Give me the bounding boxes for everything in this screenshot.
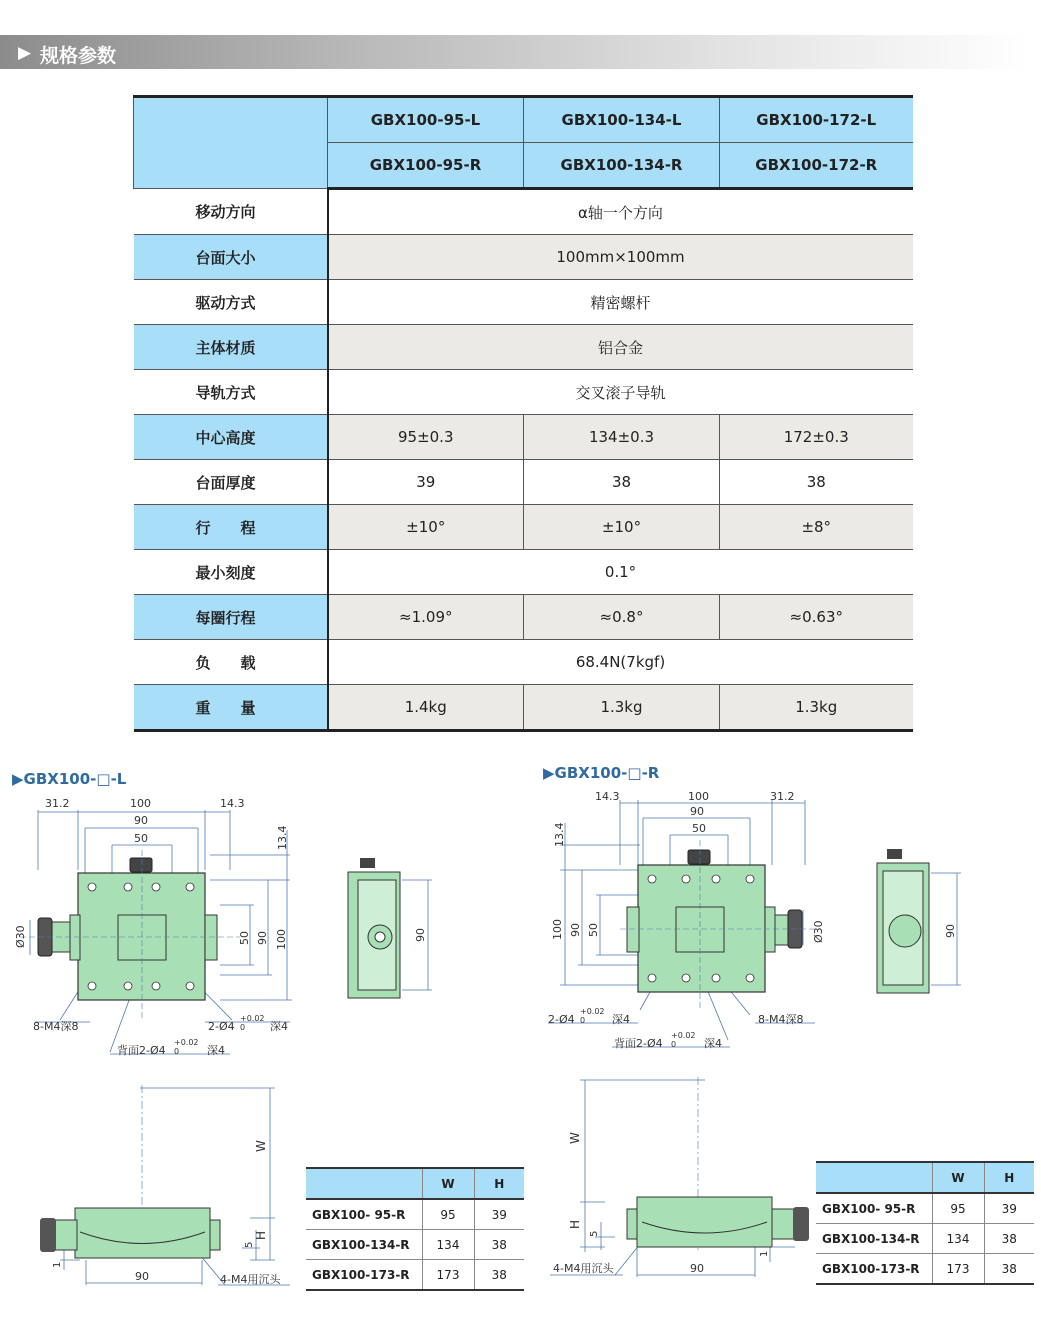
dim-label: 90 bbox=[569, 923, 582, 937]
size-value: 95 bbox=[932, 1193, 984, 1224]
dim-label: H bbox=[568, 1219, 582, 1229]
model-name: GBX100- 95-R bbox=[816, 1193, 932, 1224]
spec-label: 移动方向 bbox=[134, 189, 328, 235]
triangle-icon: ▶ bbox=[12, 770, 24, 788]
size-header-cell bbox=[306, 1168, 422, 1199]
dim-label: 90 bbox=[135, 1270, 149, 1283]
size-value: 134 bbox=[932, 1224, 984, 1254]
spec-value: 39 bbox=[328, 460, 524, 505]
spec-value: 100mm×100mm bbox=[328, 235, 913, 280]
tolerance-label: +0.02 bbox=[580, 1007, 605, 1016]
spec-label: 主体材质 bbox=[134, 325, 328, 370]
spec-row bbox=[134, 325, 913, 370]
tolerance-label: 0 bbox=[580, 1016, 586, 1025]
spec-value: 68.4N(7kgf) bbox=[328, 640, 913, 685]
size-value: 38 bbox=[474, 1230, 524, 1260]
spec-label: 驱动方式 bbox=[134, 280, 328, 325]
drawing-title-right bbox=[543, 764, 659, 782]
spec-value: 134±0.3 bbox=[524, 415, 720, 460]
size-table-row bbox=[306, 1199, 524, 1230]
spec-value: 1.3kg bbox=[720, 685, 913, 731]
top-view-left bbox=[0, 790, 320, 1065]
size-value: 134 bbox=[422, 1230, 474, 1260]
spec-value: 172±0.3 bbox=[720, 415, 913, 460]
spec-value: ≈1.09° bbox=[328, 595, 524, 640]
dim-label: 100 bbox=[551, 919, 564, 940]
spec-row bbox=[134, 415, 913, 460]
size-header-cell: H bbox=[984, 1162, 1034, 1193]
tolerance-label: 0 bbox=[174, 1047, 180, 1056]
dim-label: 5 bbox=[244, 1241, 255, 1248]
size-value: 173 bbox=[422, 1260, 474, 1291]
spec-label: 导轨方式 bbox=[134, 370, 328, 415]
size-table-row bbox=[816, 1224, 1034, 1254]
drawing-title-text: GBX100-□-R bbox=[554, 764, 660, 782]
spec-label: 台面大小 bbox=[134, 235, 328, 280]
callout-label: 4-M4用沉头 bbox=[220, 1273, 281, 1286]
callout-label: 8-M4深8 bbox=[33, 1020, 79, 1033]
spec-label: 最小刻度 bbox=[134, 550, 328, 595]
callout-label: 2-Ø4 bbox=[208, 1020, 235, 1033]
size-value: 38 bbox=[984, 1254, 1034, 1285]
corner-cell bbox=[134, 97, 328, 189]
lock-knob-icon[interactable] bbox=[688, 850, 710, 864]
dim-label: 50 bbox=[238, 931, 251, 945]
section-title: 规格参数 bbox=[40, 45, 117, 67]
size-header-cell bbox=[816, 1162, 932, 1193]
size-table-header bbox=[306, 1168, 524, 1199]
spec-value: 95±0.3 bbox=[328, 415, 524, 460]
dim-label: 90 bbox=[944, 924, 957, 938]
spec-label: 台面厚度 bbox=[134, 460, 328, 505]
dim-label: 13.4 bbox=[553, 822, 566, 847]
section-header bbox=[0, 35, 1030, 69]
spec-label: 行 程 bbox=[134, 505, 328, 550]
spec-label: 负 载 bbox=[134, 640, 328, 685]
spec-row bbox=[134, 550, 913, 595]
model-cell: GBX100-134-L bbox=[524, 97, 720, 143]
dim-label: 90 bbox=[690, 1262, 704, 1275]
callout-label: 深4 bbox=[612, 1013, 630, 1026]
size-header-cell: H bbox=[474, 1168, 524, 1199]
spec-row bbox=[134, 640, 913, 685]
model-cell: GBX100-134-R bbox=[524, 143, 720, 189]
callout-label: 深4 bbox=[207, 1044, 225, 1057]
callout-label: 深4 bbox=[704, 1037, 722, 1050]
size-table-row bbox=[816, 1254, 1034, 1285]
dim-label: W bbox=[568, 1132, 582, 1144]
dim-label: 90 bbox=[134, 814, 148, 827]
front-view-left bbox=[20, 1080, 305, 1295]
callout-label: 4-M4用沉头 bbox=[553, 1262, 614, 1275]
triangle-icon: ▶ bbox=[18, 43, 32, 63]
tolerance-label: +0.02 bbox=[174, 1038, 199, 1047]
dim-label: 90 bbox=[256, 931, 269, 945]
tolerance-label: 0 bbox=[671, 1040, 677, 1049]
side-view-left bbox=[340, 850, 440, 1005]
spec-row bbox=[134, 505, 913, 550]
size-value: 173 bbox=[932, 1254, 984, 1285]
spec-label: 重 量 bbox=[134, 685, 328, 731]
model-cell: GBX100-95-L bbox=[328, 97, 524, 143]
tolerance-label: +0.02 bbox=[671, 1031, 696, 1040]
stage-front bbox=[637, 1197, 772, 1247]
model-name: GBX100-173-R bbox=[306, 1260, 422, 1291]
model-cell: GBX100-95-R bbox=[328, 143, 524, 189]
size-value: 39 bbox=[474, 1199, 524, 1230]
spec-value: ±10° bbox=[328, 505, 524, 550]
spec-label: 中心高度 bbox=[134, 415, 328, 460]
dim-label: 90 bbox=[414, 928, 427, 942]
size-table-header bbox=[816, 1162, 1034, 1193]
model-name: GBX100-134-R bbox=[816, 1224, 932, 1254]
spec-row bbox=[134, 235, 913, 280]
dim-label: 90 bbox=[690, 805, 704, 818]
size-value: 95 bbox=[422, 1199, 474, 1230]
spec-row bbox=[134, 460, 913, 505]
dim-label: 100 bbox=[688, 790, 709, 803]
spec-value: 0.1° bbox=[328, 550, 913, 595]
spec-row bbox=[134, 280, 913, 325]
dim-label: 50 bbox=[587, 923, 600, 937]
top-view-right bbox=[540, 785, 860, 1060]
callout-label: 背面2-Ø4 bbox=[117, 1044, 166, 1057]
spec-value: 铝合金 bbox=[328, 325, 913, 370]
spec-value: 38 bbox=[524, 460, 720, 505]
size-table-row bbox=[306, 1260, 524, 1291]
size-table-left bbox=[306, 1167, 524, 1291]
spec-value: ±8° bbox=[720, 505, 913, 550]
dim-label: 50 bbox=[134, 832, 148, 845]
spec-label: 每圈行程 bbox=[134, 595, 328, 640]
model-name: GBX100-173-R bbox=[816, 1254, 932, 1285]
spec-value: ≈0.63° bbox=[720, 595, 913, 640]
spec-value: 38 bbox=[720, 460, 913, 505]
dim-label: 14.3 bbox=[220, 797, 245, 810]
stage-front bbox=[75, 1208, 210, 1258]
drawing-title-text: GBX100-□-L bbox=[23, 770, 127, 788]
spec-row bbox=[134, 370, 913, 415]
spec-row bbox=[134, 595, 913, 640]
callout-label: 背面2-Ø4 bbox=[614, 1037, 663, 1050]
callout-label: 8-M4深8 bbox=[758, 1013, 804, 1026]
tolerance-label: 0 bbox=[240, 1023, 246, 1032]
front-view-right bbox=[545, 1072, 815, 1287]
dim-label: 100 bbox=[275, 929, 288, 950]
size-table-row bbox=[306, 1230, 524, 1260]
callout-label: 深4 bbox=[270, 1020, 288, 1033]
spec-value: 1.3kg bbox=[524, 685, 720, 731]
spec-value: α轴一个方向 bbox=[328, 189, 913, 235]
dim-label: 1 bbox=[52, 1261, 63, 1268]
triangle-icon: ▶ bbox=[543, 764, 555, 782]
size-value: 39 bbox=[984, 1193, 1034, 1224]
size-table-right bbox=[816, 1161, 1034, 1285]
dim-label: Ø30 bbox=[14, 925, 27, 948]
spec-row bbox=[134, 189, 913, 235]
model-name: GBX100- 95-R bbox=[306, 1199, 422, 1230]
dim-label: 31.2 bbox=[45, 797, 70, 810]
lock-knob-icon[interactable] bbox=[130, 858, 152, 872]
callout-label: 2-Ø4 bbox=[548, 1013, 575, 1026]
spec-value: ≈0.8° bbox=[524, 595, 720, 640]
size-value: 38 bbox=[984, 1224, 1034, 1254]
model-cell: GBX100-172-L bbox=[720, 97, 913, 143]
size-value: 38 bbox=[474, 1260, 524, 1291]
dim-label: H bbox=[254, 1230, 268, 1240]
dim-label: 50 bbox=[692, 822, 706, 835]
dim-label: 13.4 bbox=[276, 825, 289, 850]
dim-label: 1 bbox=[759, 1250, 770, 1257]
model-name: GBX100-134-R bbox=[306, 1230, 422, 1260]
side-view-right bbox=[865, 843, 965, 998]
spec-row bbox=[134, 685, 913, 731]
dim-label: 31.2 bbox=[770, 790, 795, 803]
dim-label: W bbox=[254, 1140, 268, 1152]
size-header-cell: W bbox=[932, 1162, 984, 1193]
spec-value: 精密螺杆 bbox=[328, 280, 913, 325]
dim-label: 5 bbox=[589, 1230, 600, 1237]
tolerance-label: +0.02 bbox=[240, 1014, 265, 1023]
size-header-cell: W bbox=[422, 1168, 474, 1199]
spec-value: ±10° bbox=[524, 505, 720, 550]
drawing-title-left bbox=[12, 770, 126, 788]
dim-label: 14.3 bbox=[595, 790, 620, 803]
spec-value: 交叉滚子导轨 bbox=[328, 370, 913, 415]
model-cell: GBX100-172-R bbox=[720, 143, 913, 189]
dim-label: Ø30 bbox=[812, 920, 825, 943]
size-table-row bbox=[816, 1193, 1034, 1224]
dim-label: 100 bbox=[130, 797, 151, 810]
model-row-l bbox=[134, 97, 913, 143]
spec-value: 1.4kg bbox=[328, 685, 524, 731]
spec-table bbox=[133, 95, 913, 732]
